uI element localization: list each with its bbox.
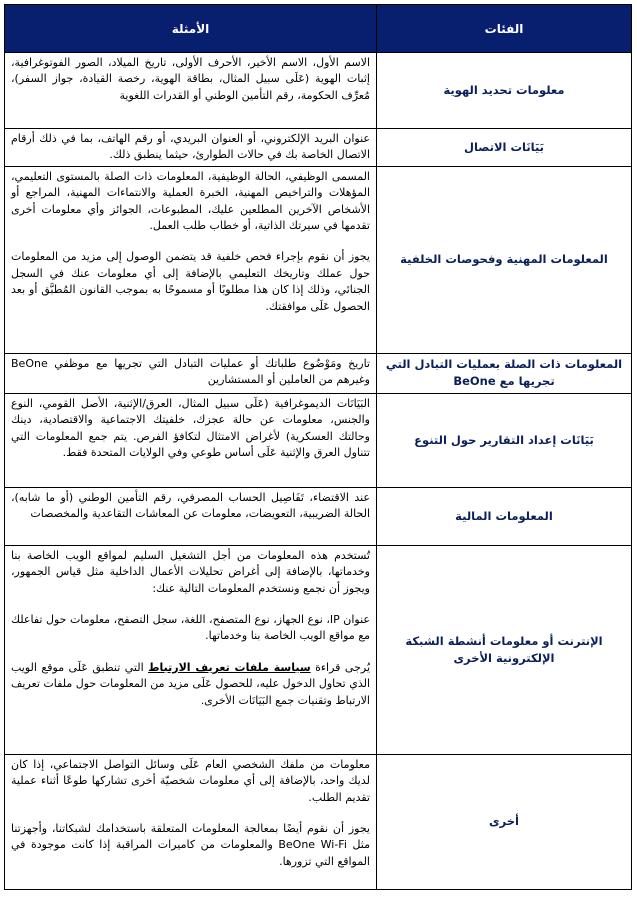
- category-cell: معلومات تحديد الهوية: [377, 53, 632, 129]
- examples-cell: [5, 129, 377, 167]
- category-cell: بَيَانَات الاتصال: [377, 129, 632, 167]
- table-row: [5, 393, 632, 487]
- table-row: [5, 129, 632, 167]
- table-row: [5, 53, 632, 129]
- table-row: [5, 545, 632, 754]
- examples-cell: [5, 53, 377, 129]
- example-text: تُستخدم هذه المعلومات من أجل التشغيل السليم لمواقع الويب الخاصة بنا وخدماتها، بالإضافة إلى أغراض تحليلات الأعمال الداخلية مثل قياس الجمهور، ويجوز أن نجمع ونستخدم المعلومات التالية عنك:: [11, 548, 370, 595]
- link-suffix: التي تنطبق عَلَى موقع الويب الذي تحاول الدخول عليه، للحصول عَلَى مزيد من المعلومات حول ملفات تعريف الارتباط وتقنيات جمع البَيَانَات الأخرى.: [11, 660, 370, 707]
- example-text: المسمى الوظيفي، الحالة الوظيفية، المعلومات ذات الصلة بالمستوى التعليمي، المؤهلات والتراخيص المهنية، الخبرة العملية والانتماءات المهنية، المراجع أو الأشخاص الآخرين المطلعين عليك، المطبوعات، الجوائز وأي معلومات أخرى تقدمها في سيرتك الذاتية، أو خطاب طلب العمل.: [11, 169, 370, 233]
- category-cell: المعلومات المهنية وفحوصات الخلفية: [377, 166, 632, 353]
- table-header-row: [5, 5, 632, 53]
- example-text: يجوز أن نقوم أيضًا بمعالجة المعلومات المتعلقة باستخدامك لشبكاتنا، وأجهزتنا مثل BeOne Wi-Fi والمعلومات من كاميرات المراقبة إذا كانت موجودة في المواقع التي تزورها.: [11, 822, 370, 868]
- table-row: [5, 353, 632, 393]
- category-cell: المعلومات المالية: [377, 487, 632, 545]
- link-prefix: يُرجى قراءة: [310, 660, 370, 674]
- header-examples: الأمثلة: [5, 5, 377, 53]
- category-cell: الإنترنت أو معلومات أنشطة الشبكة الإلكترونية الأخرى: [377, 545, 632, 754]
- category-cell: أخرى: [377, 754, 632, 889]
- category-cell: المعلومات ذات الصلة بعمليات التبادل التي تجريها مع BeOne: [377, 353, 632, 393]
- examples-cell: [5, 754, 377, 889]
- header-categories: الفئات: [377, 5, 632, 53]
- example-text: تاريخ ومَوْضُوع طلباتك أو عمليات التبادل التي تجريها مع موظفي BeOne وغيرهم من العاملين أو المستشارين: [11, 356, 370, 387]
- examples-cell: [5, 487, 377, 545]
- example-text: عنوان IP، نوع الجهاز، نوع المتصفح، اللغة، سجل التصفح، معلومات حول تفاعلك مع مواقع الويب الخاصة بنا وخدماتها.: [11, 613, 370, 643]
- example-text: يجوز أن نقوم بإجراء فحص خلفية قد يتضمن الوصول إلى مزيد من المعلومات حول عملك وتاريخك التعليمي بالإضافة إلى أي معلومات عنك في السجل الجنائي، وذلك إذا كان هذا مطلوبًا أو مسموحًا به بموجب القانون المُطبَّق أو بعد الحصول عَلَى موافقتك.: [11, 250, 370, 313]
- example-text: عند الاقتضاء، تَفَاصِيل الحساب المصرفي، رقم التأمين الوطني (أو ما شابه)، الحالة الضريبية، التعويضات، معلومات عن المعاشات التقاعدية والمخصصات: [11, 490, 370, 521]
- cookie-policy-link[interactable]: سياسة ملفات تعريف الارتباط: [148, 660, 311, 674]
- data-categories-table: [4, 4, 632, 890]
- example-text: معلومات من ملفك الشخصي العام عَلَى وسائل التواصل الاجتماعي، إذا كان لديك واحد، بالإضافة إلى أي معلومات شخصيّة أخرى تشاركها طوعًا أثناء عملية تقديم الطلب.: [11, 757, 370, 804]
- examples-cell: [5, 166, 377, 353]
- examples-cell: [5, 353, 377, 393]
- example-text: عنوان البريد الإلكتروني، أو العنوان البريدي، أو رقم الهاتف، بما في ذلك أرقام الاتصال الخاصة بك في حالات الطوارئ، حيثما ينطبق ذلك.: [11, 132, 370, 162]
- table-row: [5, 166, 632, 353]
- examples-cell: [5, 393, 377, 487]
- example-text: الاسم الأول، الاسم الأخير، الأحرف الأولى، تاريخ الميلاد، الصور الفوتوغرافية، إثبات الهوية (عَلَى سبيل المثال، بطاقة الهوية، رخصة القيادة، جواز السفر)، مُعرِّف الحكومة، رقم التأمين الوطني أو القدرات اللغوية: [11, 56, 370, 102]
- examples-cell: [5, 545, 377, 754]
- cookie-policy-paragraph: [11, 660, 370, 709]
- example-text: البَيَانَات الديموغرافية (عَلَى سبيل المثال، العرق/الإثنية، الأصل القومي، النوع والجنس، معلومات عن حالة عجزك، خلفيتك الاجتماعية والاقتصادية، دينك وحالتك العسكرية) لأغراض الامتثال لتكافؤ الفرص. يتم جمع المعلومات التي تتناول العرق والإثنية عَلَى أساس طوعي وفي الولايات المتحدة فقط.: [11, 396, 370, 460]
- category-cell: بَيَانَات إعداد التقارير حول التنوع: [377, 393, 632, 487]
- table-row: [5, 754, 632, 889]
- table-row: [5, 487, 632, 545]
